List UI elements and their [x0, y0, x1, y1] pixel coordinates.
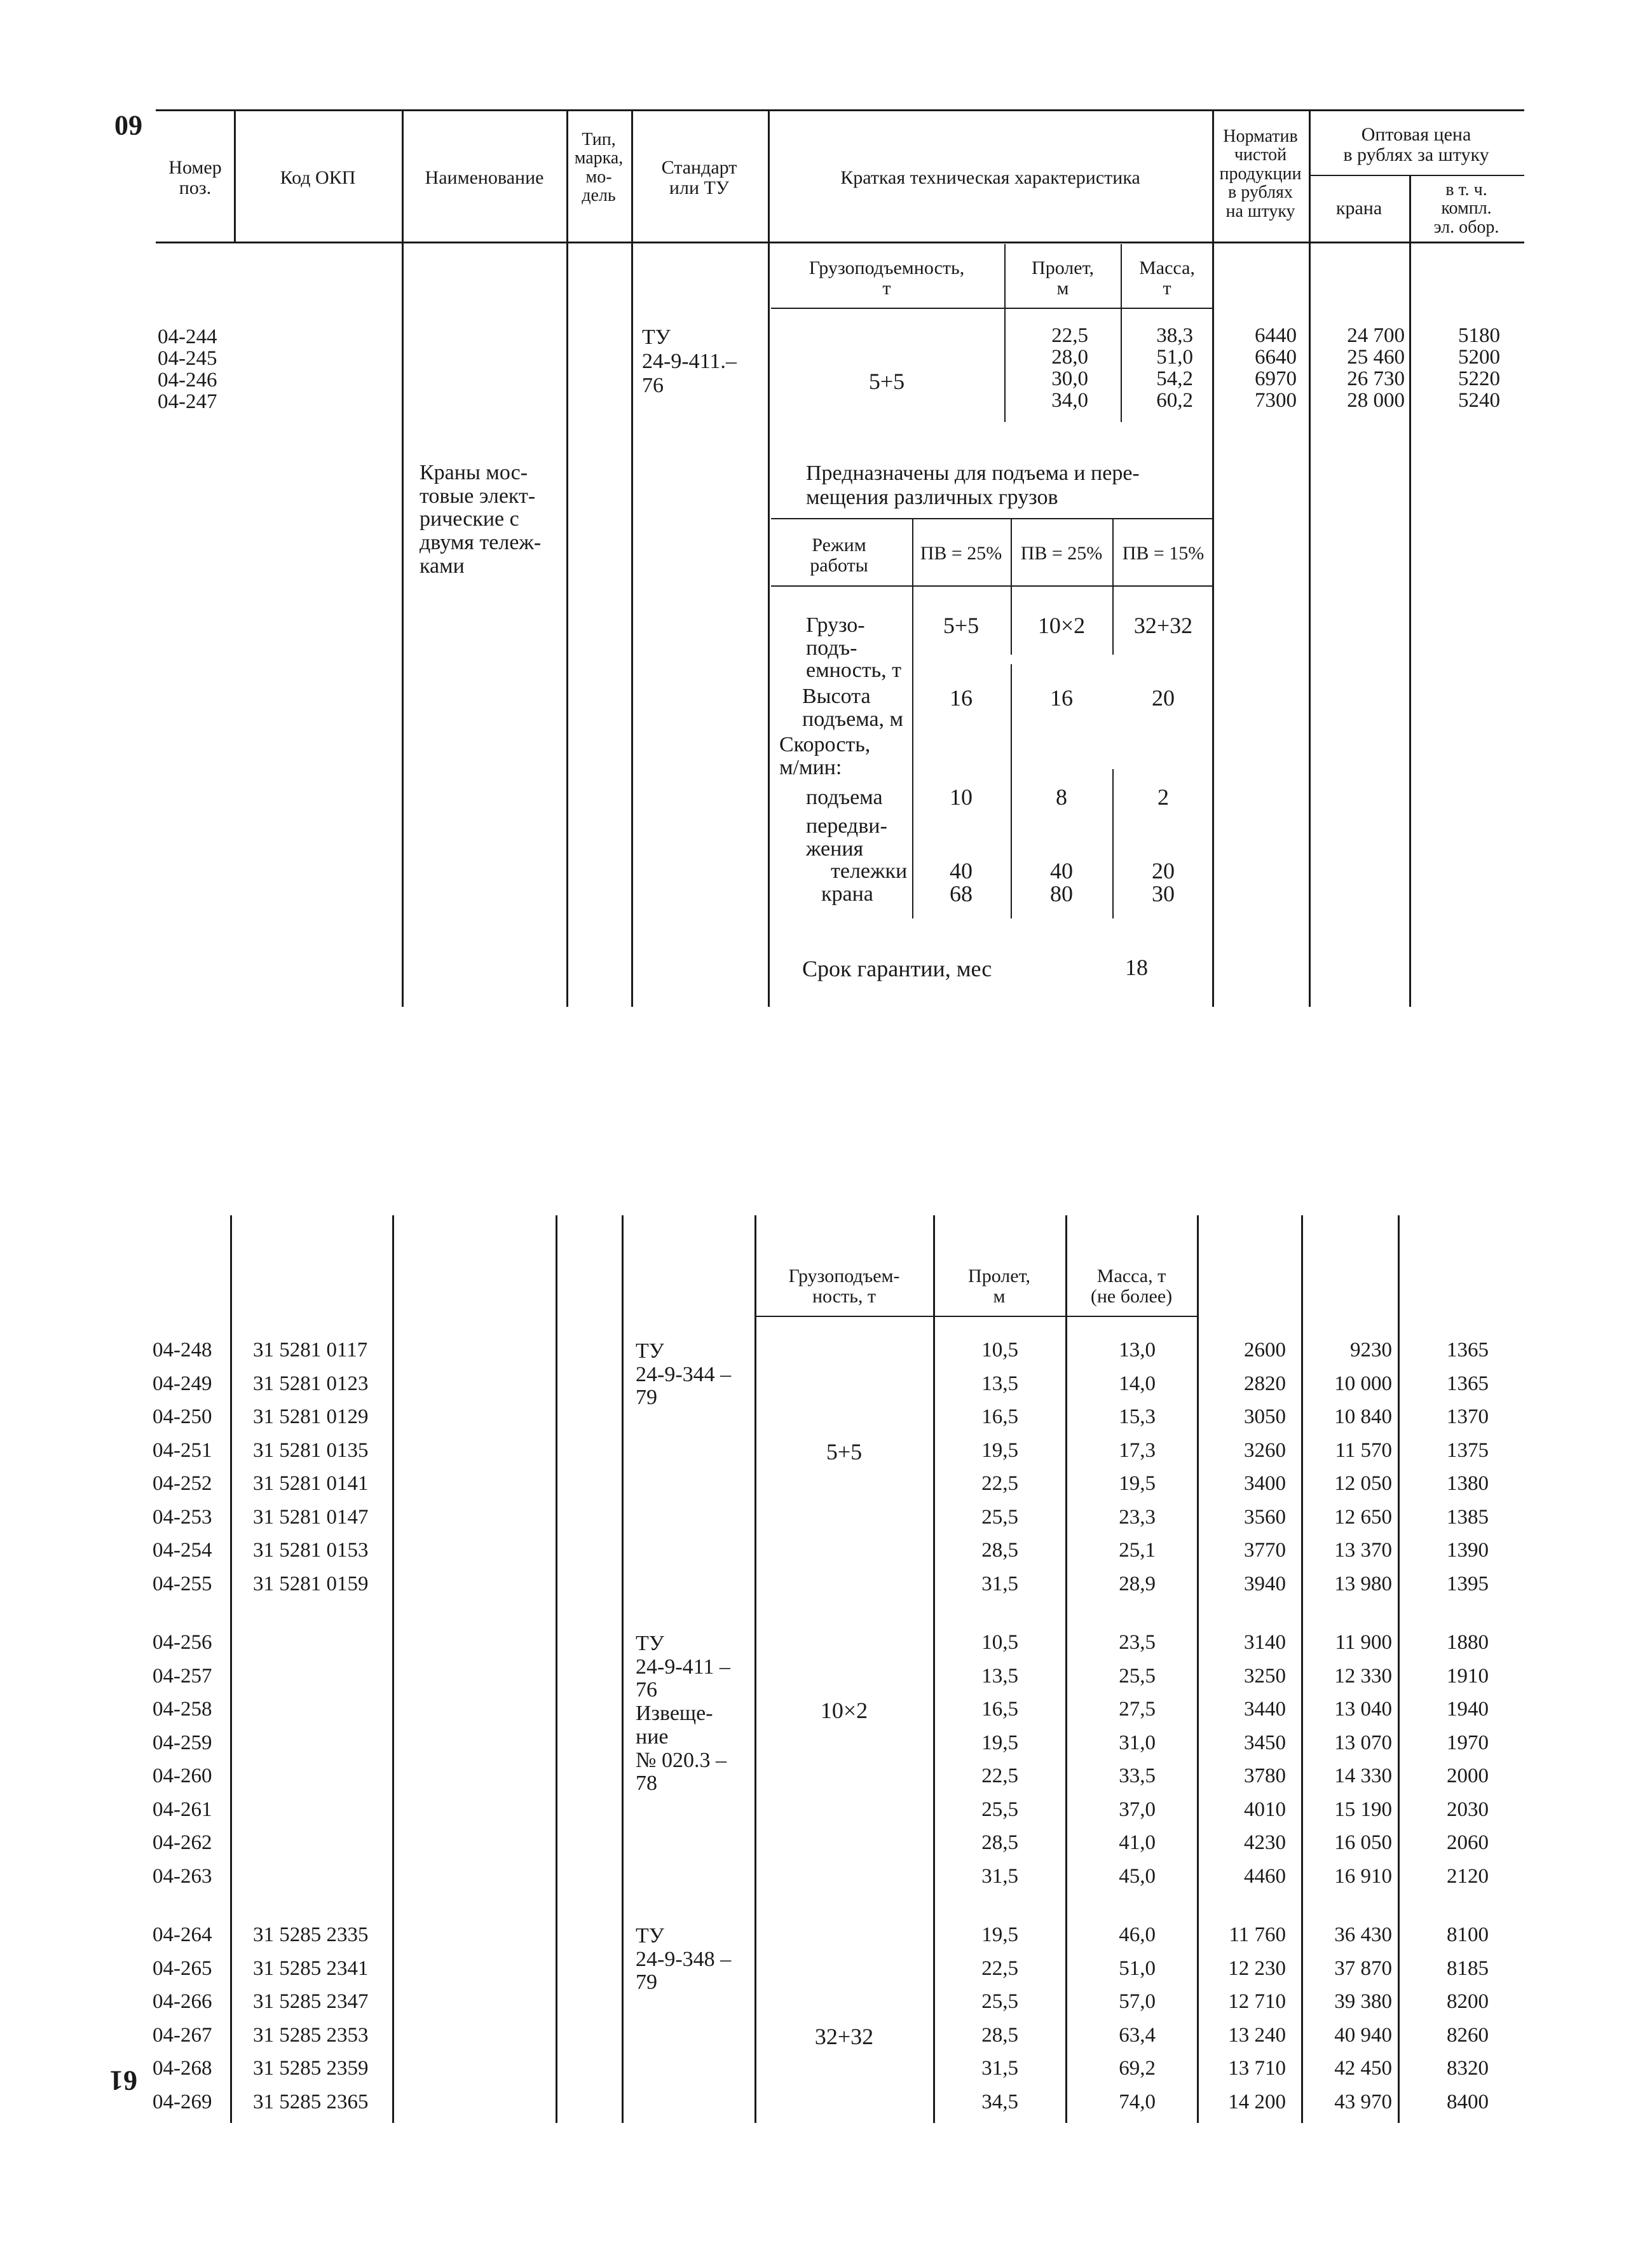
- price-incl-cell: 1375: [1447, 1438, 1489, 1462]
- mass-cell: 37,0: [1119, 1798, 1156, 1821]
- price-incl-cell: 1395: [1447, 1572, 1489, 1595]
- span-cell: 22,5: [981, 1764, 1018, 1787]
- price-incl-cell: 1365: [1447, 1339, 1489, 1361]
- price-crane-cell: 28 000: [1347, 389, 1405, 412]
- load-cell: 5+5: [826, 1438, 863, 1464]
- price-incl-cell: 5200: [1458, 346, 1500, 369]
- span-cell: 30,0: [1051, 367, 1088, 390]
- warranty-value: 18: [1125, 955, 1148, 980]
- norm-cell: 4230: [1244, 1831, 1286, 1854]
- param-label: Высота подъема, м: [802, 685, 904, 731]
- mass-cell: 27,5: [1119, 1698, 1156, 1721]
- param-value: 16: [950, 685, 973, 711]
- price-crane-cell: 25 460: [1347, 346, 1405, 369]
- mass-cell: 15,3: [1119, 1405, 1156, 1428]
- position-cell: 04-258: [153, 1698, 212, 1721]
- price-incl-cell: 1970: [1447, 1731, 1489, 1754]
- price-crane-cell: 11 570: [1335, 1438, 1392, 1462]
- okp-code-cell: 31 5281 0153: [253, 1539, 369, 1562]
- param-value: 20: [1152, 685, 1175, 711]
- price-crane-cell: 13 980: [1334, 1572, 1392, 1595]
- norm-cell: 4010: [1244, 1798, 1286, 1821]
- price-incl-cell: 8400: [1447, 2090, 1489, 2113]
- param-label: подъема: [806, 786, 883, 809]
- position-cell: 04-269: [153, 2090, 212, 2113]
- param-value: 5+5: [943, 613, 980, 638]
- span-cell: 10,5: [981, 1631, 1018, 1654]
- price-crane-cell: 36 430: [1334, 1923, 1392, 1946]
- mass-cell: 25,1: [1119, 1539, 1156, 1562]
- okp-code-cell: 31 5281 0147: [253, 1505, 369, 1529]
- header-norm: Норматив чистой продукции в рублях на штуку: [1219, 126, 1302, 221]
- span-cell: 25,5: [981, 1505, 1018, 1529]
- norm-cell: 3250: [1244, 1664, 1286, 1688]
- price-incl-cell: 5240: [1458, 389, 1500, 412]
- okp-code-cell: 31 5281 0135: [253, 1438, 369, 1462]
- price-crane-cell: 13 070: [1334, 1731, 1392, 1754]
- mass-cell: 17,3: [1119, 1438, 1156, 1462]
- position-cell: 04-252: [153, 1472, 212, 1495]
- price-crane-cell: 12 650: [1334, 1505, 1392, 1529]
- standard-cell: ТУ 24-9-411.– 76: [642, 325, 737, 398]
- position-cell: 04-259: [153, 1731, 212, 1754]
- mass-cell: 14,0: [1119, 1372, 1156, 1395]
- span-cell: 13,5: [981, 1372, 1018, 1395]
- span-cell: 31,5: [981, 1572, 1018, 1595]
- price-incl-cell: 1910: [1447, 1664, 1489, 1688]
- price-crane-cell: 10 840: [1334, 1405, 1392, 1428]
- norm-cell: 14 200: [1228, 2090, 1286, 2113]
- mode-3: ПВ = 15%: [1122, 543, 1205, 564]
- price-crane-cell: 43 970: [1334, 2090, 1392, 2113]
- param-value: 30: [1152, 881, 1175, 906]
- sub2-header-load: Грузоподъем- ность, т: [788, 1266, 900, 1307]
- mass-cell: 33,5: [1119, 1764, 1156, 1787]
- span-cell: 22,5: [981, 1956, 1018, 1980]
- price-incl-cell: 1370: [1447, 1405, 1489, 1428]
- price-crane-cell: 10 000: [1334, 1372, 1392, 1395]
- norm-cell: 11 760: [1229, 1923, 1286, 1946]
- mass-cell: 28,9: [1119, 1572, 1156, 1595]
- span-cell: 28,5: [981, 1831, 1018, 1854]
- norm-cell: 3560: [1244, 1505, 1286, 1529]
- price-crane-cell: 11 900: [1335, 1631, 1392, 1654]
- norm-cell: 2600: [1244, 1339, 1286, 1361]
- span-cell: 13,5: [981, 1664, 1018, 1688]
- mass-cell: 63,4: [1119, 2023, 1156, 2047]
- param-value: 10×2: [1037, 613, 1086, 638]
- span-cell: 25,5: [981, 1990, 1018, 2013]
- position-cell: 04-250: [153, 1405, 212, 1428]
- param-value: 40: [950, 858, 973, 884]
- price-incl-cell: 8320: [1447, 2057, 1489, 2080]
- price-incl-cell: 1390: [1447, 1539, 1489, 1562]
- header-okp: Код ОКП: [280, 167, 356, 188]
- norm-cell: 3140: [1244, 1631, 1286, 1654]
- norm-cell: 3780: [1244, 1764, 1286, 1787]
- standard-cell: ТУ 24-9-348 – 79: [636, 1924, 732, 1995]
- okp-code-cell: 31 5281 0117: [253, 1339, 368, 1361]
- param-label: Скорость, м/мин:: [779, 733, 871, 779]
- list-item: 04-244: [158, 325, 217, 348]
- norm-cell: 3050: [1244, 1405, 1286, 1428]
- span-cell: 22,5: [981, 1472, 1018, 1495]
- param-label: тележки: [831, 859, 908, 883]
- mass-cell: 19,5: [1119, 1472, 1156, 1495]
- header-price: Оптовая цена в рублях за штуку: [1343, 124, 1489, 165]
- list-item: 04-247: [158, 390, 217, 413]
- param-value: 32+32: [1133, 613, 1193, 638]
- position-cell: 04-251: [153, 1438, 212, 1462]
- price-incl-cell: 1380: [1447, 1472, 1489, 1495]
- mass-cell: 60,2: [1156, 389, 1193, 412]
- mass-cell: 41,0: [1119, 1831, 1156, 1854]
- mass-cell: 51,0: [1119, 1956, 1156, 1980]
- price-incl-cell: 8185: [1447, 1956, 1489, 1980]
- position-cell: 04-249: [153, 1372, 212, 1395]
- norm-cell: 3260: [1244, 1438, 1286, 1462]
- price-crane-cell: 12 330: [1334, 1664, 1392, 1688]
- position-cell: 04-248: [153, 1339, 212, 1361]
- param-value: 2: [1157, 784, 1169, 810]
- param-label: Грузо- подъ- емность, т: [806, 613, 901, 683]
- okp-code-cell: 31 5281 0129: [253, 1405, 369, 1428]
- header-brief: Краткая техническая характеристика: [840, 167, 1140, 188]
- price-incl-cell: 8260: [1447, 2023, 1489, 2047]
- param-value: 40: [1050, 858, 1073, 884]
- param-value: 20: [1152, 858, 1175, 884]
- position-cell: 04-255: [153, 1572, 212, 1595]
- price-crane-cell: 13 370: [1334, 1539, 1392, 1562]
- param-label: передви- жения: [806, 814, 887, 861]
- param-value: 8: [1056, 784, 1067, 810]
- param-label: крана: [821, 882, 873, 906]
- price-crane-cell: 16 050: [1334, 1831, 1392, 1854]
- standard-cell: ТУ 24-9-411 – 76 Извеще- ние № 020.3 – 78: [636, 1632, 730, 1796]
- span-cell: 10,5: [981, 1339, 1018, 1361]
- span-cell: 34,5: [981, 2090, 1018, 2113]
- list-item: 04-245: [158, 347, 217, 370]
- okp-code-cell: 31 5281 0159: [253, 1572, 369, 1595]
- mass-cell: 51,0: [1156, 346, 1193, 369]
- load-cell: 10×2: [820, 1698, 868, 1723]
- mass-cell: 69,2: [1119, 2057, 1156, 2080]
- position-cell: 04-262: [153, 1831, 212, 1854]
- mass-cell: 46,0: [1119, 1923, 1156, 1946]
- norm-cell: 4460: [1244, 1864, 1286, 1888]
- span-cell: 28,0: [1051, 346, 1088, 369]
- span-cell: 31,5: [981, 2057, 1018, 2080]
- span-cell: 28,5: [981, 2023, 1018, 2047]
- norm-cell: 3940: [1244, 1572, 1286, 1595]
- price-crane-cell: 26 730: [1347, 367, 1405, 390]
- price-incl-cell: 2060: [1447, 1831, 1489, 1854]
- price-incl-cell: 8100: [1447, 1923, 1489, 1946]
- price-crane-cell: 15 190: [1334, 1798, 1392, 1821]
- okp-code-cell: 31 5285 2341: [253, 1956, 369, 1980]
- sub-header-mass: Масса, т: [1139, 257, 1195, 299]
- position-cell: 04-267: [153, 2023, 212, 2047]
- sub2-header-mass: Масса, т (не более): [1090, 1266, 1173, 1307]
- price-incl-cell: 1385: [1447, 1505, 1489, 1529]
- page-number-top: 60: [114, 110, 142, 141]
- norm-cell: 3450: [1244, 1731, 1286, 1754]
- price-crane-cell: 24 700: [1347, 324, 1405, 347]
- price-incl-cell: 1365: [1447, 1372, 1489, 1395]
- price-incl-cell: 1880: [1447, 1631, 1489, 1654]
- norm-cell: 6440: [1255, 324, 1297, 347]
- mode-label: Режим работы: [810, 535, 868, 576]
- page-number-bottom: 61: [109, 2065, 137, 2096]
- sub-header-load: Грузоподъемность, т: [809, 257, 965, 299]
- sub-header-span: Пролет, м: [1032, 257, 1094, 299]
- span-cell: 25,5: [981, 1798, 1018, 1821]
- position-cell: 04-254: [153, 1539, 212, 1562]
- okp-code-cell: 31 5285 2365: [253, 2090, 369, 2113]
- standard-cell: ТУ 24-9-344 – 79: [636, 1339, 732, 1410]
- norm-cell: 13 710: [1228, 2057, 1286, 2080]
- position-cell: 04-263: [153, 1864, 212, 1888]
- price-crane-cell: 12 050: [1334, 1472, 1392, 1495]
- load-cell: 5+5: [868, 369, 905, 394]
- span-cell: 31,5: [981, 1864, 1018, 1888]
- header-price-incl: в т. ч. компл. эл. обор.: [1433, 180, 1499, 237]
- position-cell: 04-257: [153, 1664, 212, 1688]
- param-value: 80: [1050, 881, 1073, 906]
- position-cell: 04-253: [153, 1505, 212, 1529]
- norm-cell: 3440: [1244, 1698, 1286, 1721]
- param-value: 68: [950, 881, 973, 906]
- okp-code-cell: 31 5285 2347: [253, 1990, 369, 2013]
- okp-code-cell: 31 5281 0123: [253, 1372, 369, 1395]
- param-value: 16: [1050, 685, 1073, 711]
- okp-code-cell: 31 5285 2359: [253, 2057, 369, 2080]
- position-cell: 04-268: [153, 2057, 212, 2080]
- mass-cell: 38,3: [1156, 324, 1193, 347]
- position-cell: 04-260: [153, 1764, 212, 1787]
- price-incl-cell: 8200: [1447, 1990, 1489, 2013]
- price-incl-cell: 2120: [1447, 1864, 1489, 1888]
- norm-cell: 13 240: [1228, 2023, 1286, 2047]
- position-cell: 04-256: [153, 1631, 212, 1654]
- span-cell: 16,5: [981, 1405, 1018, 1428]
- span-cell: 22,5: [1051, 324, 1088, 347]
- position-cell: 04-265: [153, 1956, 212, 1980]
- price-incl-cell: 2000: [1447, 1764, 1489, 1787]
- span-cell: 19,5: [981, 1438, 1018, 1462]
- sub2-header-span: Пролет, м: [968, 1266, 1030, 1307]
- mass-cell: 31,0: [1119, 1731, 1156, 1754]
- mode-2: ПВ = 25%: [1020, 543, 1103, 564]
- param-value: 10: [950, 784, 973, 810]
- header-type: Тип, марка, мо- дель: [574, 130, 624, 206]
- span-cell: 19,5: [981, 1923, 1018, 1946]
- price-crane-cell: 14 330: [1334, 1764, 1392, 1787]
- mass-cell: 45,0: [1119, 1864, 1156, 1888]
- okp-code-cell: 31 5281 0141: [253, 1472, 369, 1495]
- header-pos: Номер поз.: [168, 157, 222, 198]
- mass-cell: 23,3: [1119, 1505, 1156, 1529]
- list-item: 04-246: [158, 369, 217, 392]
- span-cell: 28,5: [981, 1539, 1018, 1562]
- mass-cell: 74,0: [1119, 2090, 1156, 2113]
- mass-cell: 57,0: [1119, 1990, 1156, 2013]
- span-cell: 19,5: [981, 1731, 1018, 1754]
- span-cell: 16,5: [981, 1698, 1018, 1721]
- price-incl-cell: 1940: [1447, 1698, 1489, 1721]
- mass-cell: 23,5: [1119, 1631, 1156, 1654]
- norm-cell: 12 710: [1228, 1990, 1286, 2013]
- okp-code-cell: 31 5285 2353: [253, 2023, 369, 2047]
- norm-cell: 3400: [1244, 1472, 1286, 1495]
- mass-cell: 54,2: [1156, 367, 1193, 390]
- span-cell: 34,0: [1051, 389, 1088, 412]
- norm-cell: 7300: [1255, 389, 1297, 412]
- norm-cell: 3770: [1244, 1539, 1286, 1562]
- mass-cell: 25,5: [1119, 1664, 1156, 1688]
- price-crane-cell: 13 040: [1334, 1698, 1392, 1721]
- mode-1: ПВ = 25%: [920, 543, 1002, 564]
- position-cell: 04-264: [153, 1923, 212, 1946]
- price-crane-cell: 16 910: [1334, 1864, 1392, 1888]
- position-cell: 04-261: [153, 1798, 212, 1821]
- mass-cell: 13,0: [1119, 1339, 1156, 1361]
- price-incl-cell: 5180: [1458, 324, 1500, 347]
- purpose-text: Предназначены для подъема и пере- мещения различных грузов: [806, 461, 1140, 510]
- price-incl-cell: 2030: [1447, 1798, 1489, 1821]
- okp-code-cell: 31 5285 2335: [253, 1923, 369, 1946]
- norm-cell: 2820: [1244, 1372, 1286, 1395]
- norm-cell: 6970: [1255, 367, 1297, 390]
- price-crane-cell: 39 380: [1334, 1990, 1392, 2013]
- price-crane-cell: 40 940: [1334, 2023, 1392, 2047]
- price-crane-cell: 37 870: [1334, 1956, 1392, 1980]
- warranty-label: Срок гарантии, мес: [802, 956, 992, 981]
- header-price-crane: крана: [1335, 198, 1382, 219]
- price-crane-cell: 9230: [1350, 1339, 1392, 1361]
- position-cell: 04-266: [153, 1990, 212, 2013]
- price-incl-cell: 5220: [1458, 367, 1500, 390]
- price-crane-cell: 42 450: [1334, 2057, 1392, 2080]
- norm-cell: 6640: [1255, 346, 1297, 369]
- norm-cell: 12 230: [1228, 1956, 1286, 1980]
- load-cell: 32+32: [814, 2023, 874, 2049]
- header-name: Наименование: [425, 167, 544, 188]
- product-name: Краны мос- товые элект- рические с двумя тележ- ками: [420, 461, 542, 578]
- header-standard: Стандарт или ТУ: [661, 157, 737, 198]
